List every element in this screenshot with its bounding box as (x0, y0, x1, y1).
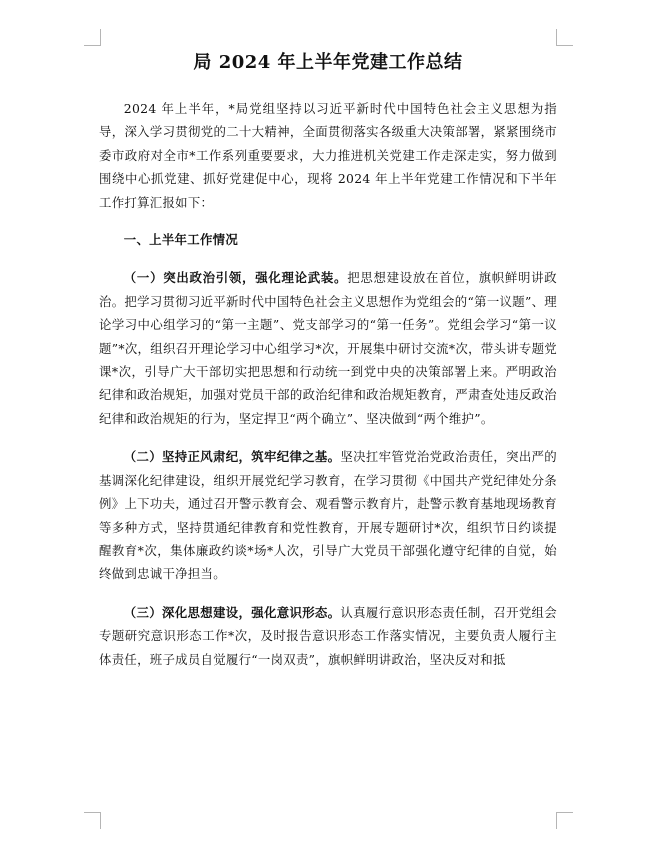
document-body (99, 48, 557, 671)
section-heading-1: 一、上半年工作情况 (123, 232, 239, 248)
section-body-2: 坚决扛牢管党治党政治责任，突出严的基调深化纪律建设，组织开展党纪学习教育，在学习贯彻《中国共产党纪律处分条例》上下功夫，通过召开警示教育会、观看警示教育片，赴警示教育基地现场教育等多种方式，坚持贯通纪律教育和党性教育，开展专题研讨*次，组织节日约谈提醒教育*次，集体廉政约谈*场*人次，引导广大党员干部强化遵守纪律的自觉，始终做到忠诚干净担当。 (99, 449, 557, 582)
section-paragraph-1 (99, 266, 557, 430)
document-title: 局 2024 年上半年党建工作总结 (193, 52, 463, 73)
section-lead-2: （二）坚持正风肃纪，筑牢纪律之基。 (123, 449, 341, 465)
crop-mark-bottom-left (84, 812, 101, 829)
section-paragraph-2 (99, 445, 557, 585)
crop-mark-bottom-right (556, 812, 573, 829)
crop-mark-top-left (84, 29, 101, 46)
crop-mark-top-right (556, 29, 573, 46)
intro-paragraph: 2024 年上半年，*局党组坚持以习近平新时代中国特色社会主义思想为指导，深入学习贯彻党的二十大精神，全面贯彻落实各级重大决策部署，紧紧围绕市委市政府对全市*工作系列重要要求，大力推进机关党建工作走深走实，努力做到围绕中心抓党建、抓好党建促中心，现将 2024 年上半年党建工作情况和下半年工作打算汇报如下： (99, 101, 557, 210)
section-paragraph-3 (99, 601, 557, 671)
section-body-1: 把思想建设放在首位，旗帜鲜明讲政治。把学习贯彻习近平新时代中国特色社会主义思想作为党组会的“第一议题”、理论学习中心组学习的“第一主题”、党支部学习的“第一任务”。党组会学习“第一议题”*次，组织召开理论学习中心组学习*次，开展集中研讨交流*次，带头讲专题党课*次，引导广大干部切实把思想和行动统一到党中央的决策部署上来。严明政治纪律和政治规矩，加强对党员干部的政治纪律和政治规矩教育，严肃查处违反政治纪律和政治规矩的行为，坚定捍卫“两个确立”、坚决做到“两个维护”。 (99, 270, 557, 426)
section-lead-3: （三）深化思想建设，强化意识形态。 (123, 604, 341, 620)
section-body-3: 认真履行意识形态责任制，召开党组会专题研究意识形态工作*次，及时报告意识形态工作落实情况，主要负责人履行主体责任，班子成员自觉履行“一岗双责”，旗帜鲜明讲政治，坚决反对和抵 (99, 604, 557, 667)
section-lead-1: （一）突出政治引领，强化理论武装。 (123, 270, 348, 286)
